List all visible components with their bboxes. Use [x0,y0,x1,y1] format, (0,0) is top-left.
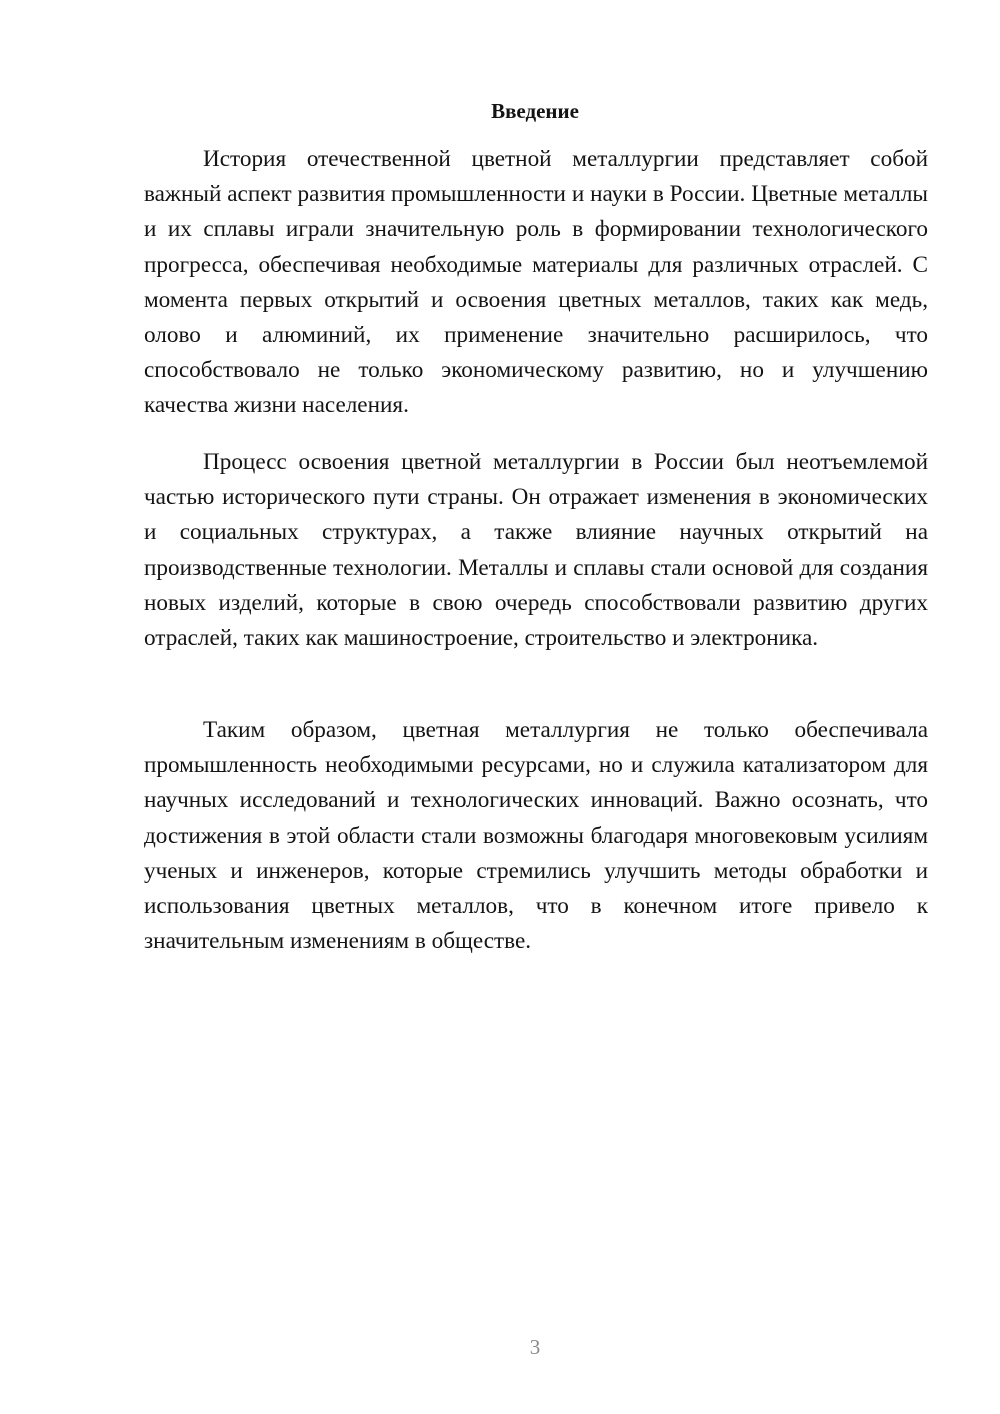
paragraph: Таким образом, цветная металлургия не только обеспечивала промышленность необходимыми ресурсами, но и служила катализатором для научных исследований и технологических инноваций. Важно осознать, что достижения в этой области стали возможны благодаря многовековым усилиям ученых и инженеров, которые стремились улучшить методы обработки и использования цветных металлов, что в конечном итоге привело к значительным изменениям в обществе. [144,717,928,955]
page-number: 3 [529,1335,541,1359]
page-title: Введение [491,99,579,123]
paragraph: История отечественной цветной металлургии представляет собой важный аспект развития промышленности и науки в России. Цветные металлы и их сплавы играли значительную роль в формировании технологического прогресса, обеспечивая необходимые материалы для различных отраслей. С момента первых открытий и освоения цветных металлов, таких как медь, олово и алюминий, их применение значительно расширилось, что способствовало не только экономическому развитию, но и улучшению качества жизни населения. [144,146,928,419]
paragraph: Процесс освоения цветной металлургии в России был неотъемлемой частью исторического пути страны. Он отражает изменения в экономических и социальных структурах, а также влияние научных открытий на производственные технологии. Металлы и сплавы стали основой для создания новых изделий, которые в свою очередь способствовали развитию других отраслей, таких как машиностроение, строительство и электроника. [144,449,928,652]
